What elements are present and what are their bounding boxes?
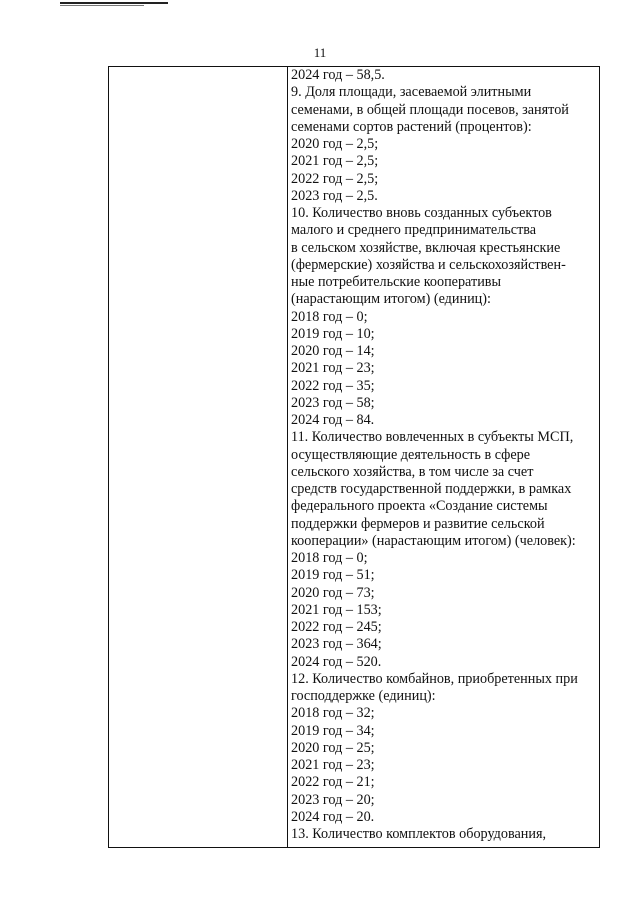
text-line: поддержки фермеров и развитие сельской [291, 515, 545, 532]
text-line: малого и среднего предпринимательства [291, 222, 537, 239]
text-line: 2022 год – 21; [291, 774, 375, 791]
text-line: федерального проекта «Создание системы [291, 498, 548, 515]
text-line: 2023 год – 364; [291, 636, 382, 653]
text-line: (нарастающим итогом) (единиц): [291, 291, 491, 308]
text-line: 2018 год – 0; [291, 550, 368, 566]
text-line: 2022 год – 2,5; [291, 170, 379, 187]
text-line: 2020 год – 73; [291, 584, 375, 601]
text-line: 2020 год – 14; [291, 343, 375, 359]
text-line: господдержке (единиц): [291, 688, 436, 704]
text-line: 2020 год – 2,5; [291, 136, 379, 152]
table-right-cell [291, 67, 597, 847]
text-line: 2024 год – 20. [291, 808, 375, 825]
text-line: 2021 год – 2,5; [291, 153, 379, 170]
text-line: 2024 год – 520. [291, 653, 382, 670]
page-number: 11 [313, 45, 327, 60]
text-line: 2023 год – 2,5. [291, 187, 378, 204]
document-table [108, 66, 600, 848]
scan-artifact-line [60, 5, 144, 6]
text-line: 2021 год – 153; [291, 601, 382, 618]
text-line: 10. Количество вновь созданных субъектов [291, 205, 552, 221]
text-line: кооперации» (нарастающим итогом) (человек): [291, 532, 576, 549]
text-line: 2021 год – 23; [291, 360, 375, 377]
text-line: 2020 год – 25; [291, 739, 375, 756]
table-column-divider [287, 67, 288, 847]
text-line: 11. Количество вовлеченных в субъекты МСП, [291, 429, 574, 446]
text-line: сельского хозяйства, в том числе за счет [291, 463, 534, 480]
text-line: 2019 год – 34; [291, 722, 375, 739]
table-left-cell [109, 67, 287, 847]
text-line: 2023 год – 58; [291, 394, 375, 411]
text-line: 12. Количество комбайнов, приобретенных при [291, 670, 578, 687]
text-line: осуществляющие деятельность в сфере [291, 446, 531, 463]
text-line: 2023 год – 20; [291, 791, 375, 808]
text-line: 2024 год – 84. [291, 412, 375, 428]
text-line: 13. Количество комплектов оборудования, [291, 826, 547, 842]
text-line: 2024 год – 58,5. [291, 67, 385, 83]
scan-artifact-line [60, 2, 168, 4]
text-line: 2021 год – 23; [291, 757, 375, 773]
text-line: 2019 год – 10; [291, 325, 375, 342]
text-line: в сельском хозяйстве, включая крестьянские [291, 239, 561, 256]
text-line: 2022 год – 245; [291, 619, 382, 635]
text-line: 2022 год – 35; [291, 377, 375, 394]
text-line: семенами, в общей площади посевов, занятой [291, 101, 569, 118]
text-line: (фермерские) хозяйства и сельскохозяйствен- [291, 256, 566, 273]
text-line: средств государственной поддержки, в рамках [291, 481, 572, 497]
text-line: 2019 год – 51; [291, 567, 375, 584]
text-line: 2018 год – 0; [291, 308, 368, 325]
text-line: семенами сортов растений (процентов): [291, 118, 532, 135]
text-line: 2018 год – 32; [291, 705, 375, 722]
text-line: 9. Доля площади, засеваемой элитными [291, 84, 532, 101]
text-line: ные потребительские кооперативы [291, 274, 502, 290]
